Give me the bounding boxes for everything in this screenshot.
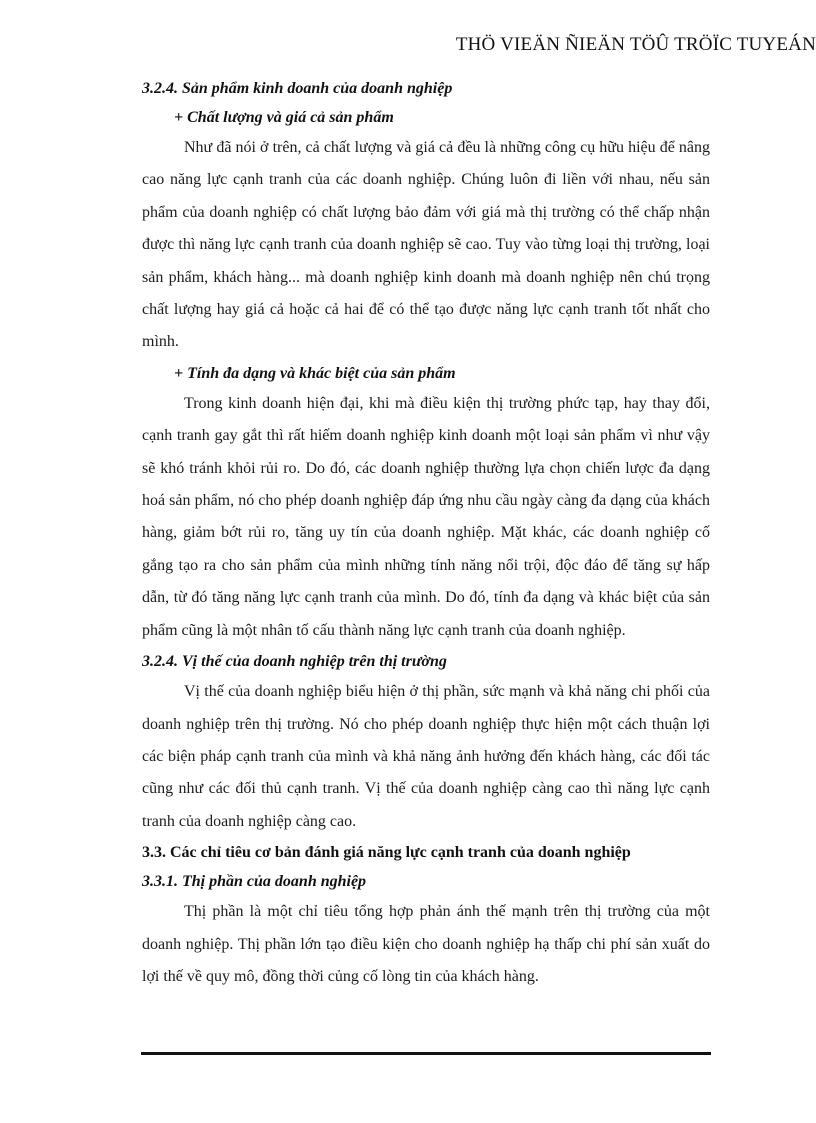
heading-3-2-4-market-position: 3.2.4. Vị thế của doanh nghiệp trên thị trường — [142, 653, 447, 671]
paragraph-market-share: Thị phần là một chỉ tiêu tổng hợp phản ánh thế mạnh trên thị trường của một doanh nghiệp. Thị phần lớn tạo điều kiện cho doanh nghiệp hạ thấp chi phí sản xuất do lợi thế về quy mô, đồng thời củng cố lòng tin của khách hàng. — [142, 903, 710, 985]
heading-3-3-1-market-share: 3.3.1. Thị phần của doanh nghiệp — [142, 873, 367, 891]
subheading-quality-price: + Chất lượng và giá cả sản phẩm — [174, 109, 394, 126]
subheading-diversity: + Tính đa dạng và khác biệt của sản phẩm — [174, 364, 456, 382]
paragraph-market-position: Vị thế của doanh nghiệp biểu hiện ở thị phần, sức mạnh và khả năng chi phối của doanh nghiệp trên thị trường. Nó cho phép doanh nghiệp thực hiện một cách thuận lợi các biện pháp cạnh tranh của mình và khả năng ảnh hưởng đến khách hàng, các đối tác cũng như các đối thủ cạnh tranh. Vị thế của doanh nghiệp càng cao thì năng lực cạnh tranh của doanh nghiệp càng cao. — [142, 683, 710, 830]
page-header: THÖ VIEÄN ÑIEÄN TÖÛ TRÖÏC TUYEÁN — [455, 34, 816, 55]
heading-3-3-indicators: 3.3. Các chỉ tiêu cơ bản đánh giá năng lực cạnh tranh của doanh nghiệp — [142, 844, 631, 862]
paragraph-quality-price: Như đã nói ở trên, cả chất lượng và giá cả đều là những công cụ hữu hiệu để nâng cao năng lực cạnh tranh của các doanh nghiệp. Chúng luôn đi liền với nhau, nếu sản phẩm của doanh nghiệp có chất lượng bảo đảm với giá mà thị trường có thể chấp nhận được thì năng lực cạnh tranh của doanh nghiệp sẽ cao. Tuy vào từng loại thị trường, loại sản phẩm, khách hàng... mà doanh nghiệp kinh doanh mà doanh nghiệp nên chú trọng chất lượng hay giá cả hoặc cả hai để có thể tạo được năng lực cạnh tranh tốt nhất cho mình. — [142, 139, 710, 351]
heading-3-2-4-products: 3.2.4. Sản phẩm kinh doanh của doanh nghiệp — [142, 80, 453, 97]
document-body — [142, 74, 710, 993]
paragraph-diversity: Trong kinh doanh hiện đại, khi mà điều kiện thị trường phức tạp, hay thay đổi, cạnh tranh gay gắt thì rất hiếm doanh nghiệp kinh doanh một loại sản phẩm vì như vậy sẽ khó tránh khỏi rủi ro. Do đó, các doanh nghiệp thường lựa chọn chiến lược đa dạng hoá sản phẩm, nó cho phép doanh nghiệp đáp ứng nhu cầu ngày càng đa dạng của khách hàng, giảm bớt rủi ro, tăng uy tín của doanh nghiệp. Mặt khác, các doanh nghiệp cố gắng tạo ra cho sản phẩm của mình những tính năng nổi trội, độc đáo để tăng sự hấp dẫn, từ đó tăng năng lực cạnh tranh của mình. Do đó, tính đa dạng và khác biệt của sản phẩm cũng là một nhân tố cấu thành năng lực cạnh tranh của doanh nghiệp. — [142, 394, 710, 639]
footer-rule — [141, 1052, 711, 1055]
